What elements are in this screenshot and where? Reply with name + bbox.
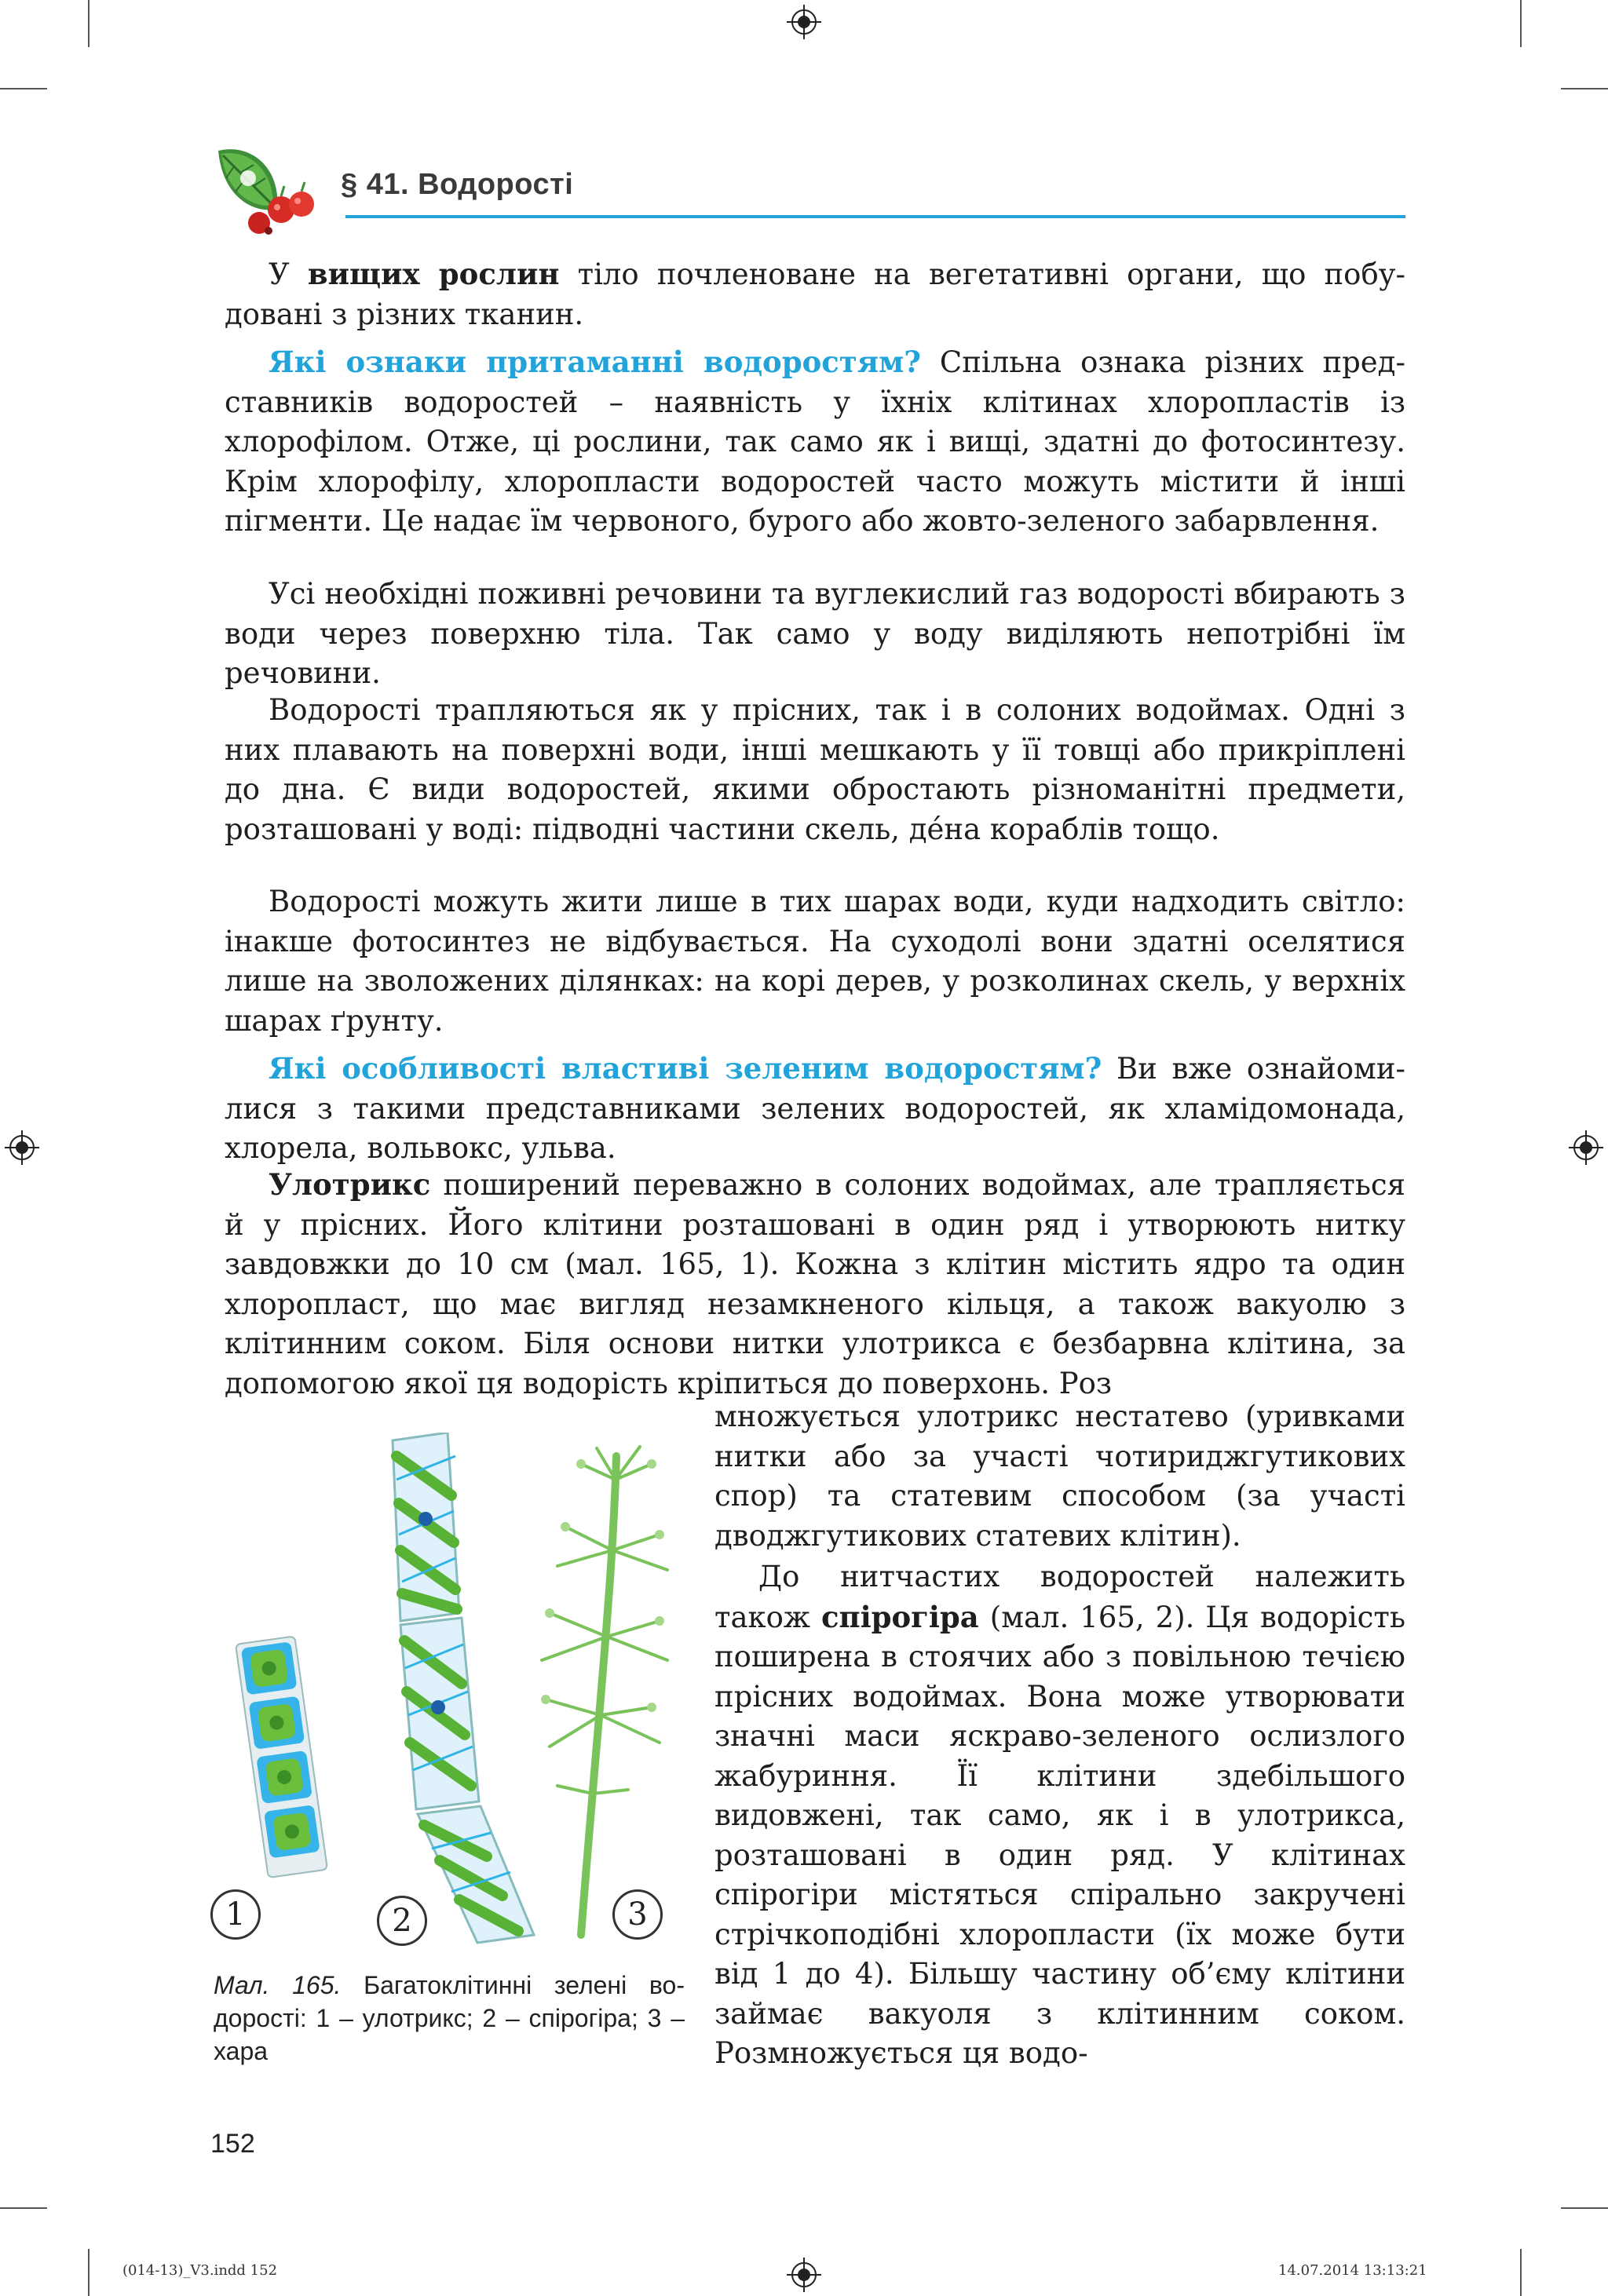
paragraph-algae-features [225, 342, 1405, 542]
term-higher-plants: вищих рослин [307, 257, 560, 291]
spirogyra-drawing [393, 1433, 534, 1943]
paragraph-text: До нитчастих водоростей належить також [714, 1560, 1405, 1634]
paragraph-nutrition: Усі необхідні поживні речовини та вуглекислий газ водорості вбирають з води через поверхню тіла. Так само у воду виділяють непотрібні їм речовини. [225, 577, 1405, 690]
question-heading: Які особливості властиві зеленим водоростям? [269, 1051, 1102, 1086]
paragraph-text: тіло почленоване на вегетативні органи, що побудовані з різних тканин. [225, 257, 1406, 331]
registration-mark-icon [5, 1130, 39, 1165]
crop-mark [1520, 0, 1522, 47]
paragraph-text: поширений переважно в солоних водоймах, але трапляється й у прісних. Його клітини розташовані в один ряд і утворюють нитку завдовжки до 10 см (мал. 165, 1). Кожна з клітин містить ядро та один хлоропласт, що має вигляд незамкненого кільця, а також вакуолю з клітинним соком. Біля основи нитки улотрикса є безбарвна клітина, за допомогою якої ця водорість кріпиться до поверхонь. Роз [225, 1168, 1405, 1400]
term-spirogyra: спірогіра [820, 1599, 979, 1634]
footer-file-name: (014-13)_V3.indd 152 [122, 2262, 278, 2279]
paragraph-text: (мал. 165, 2). Ця водорість поширена в стоячих або з повільною течією прісних водоймах. Вона може утворювати значні маси яскраво-зеленого ослизлого жабуриння. Її клітини здебільшого видовжені, так само, як і в улотрикса, розташовані в один ряд. У клітинах спірогіри містяться спірально закручені стрічкоподібні хлоропласти (їх може бути від 1 до 4). Більшу частину об’єму клітини займає вакуоля з клітинним соком. Розмножується ця водо- [714, 1600, 1406, 2070]
paragraph-text: Ви вже ознайомилися з такими представниками зелених водоростей, як хламідомонада, хлорела, вольвокс, ульва. [225, 1052, 1405, 1165]
crop-mark [1561, 88, 1608, 89]
algae-illustration [188, 1433, 691, 1951]
crop-mark [1520, 2249, 1522, 2296]
leaf-berries-icon [203, 135, 320, 245]
figure-caption [214, 1969, 685, 2068]
paragraph-higher-plants [225, 254, 1405, 334]
crop-mark [88, 0, 90, 47]
question-heading: Які ознаки притаманні водоростям? [269, 345, 921, 379]
ulothrix-drawing [236, 1636, 327, 1878]
page-number: 152 [210, 2129, 255, 2159]
figure-label-2: 2 [377, 1896, 427, 1946]
figure-label-1: 1 [210, 1889, 261, 1940]
paragraph-ulothrix [225, 1165, 1405, 1404]
algae-drawing [188, 1433, 691, 1951]
paragraph-green-algae [225, 1049, 1405, 1169]
paragraph-ulothrix-continued: множується улотрикс нестатево (уривками нитки або за участі чотириджгутикових спор) та статевим способом (за участі дводжгутикових статевих клітин). [714, 1400, 1405, 1553]
paragraph-text: У [269, 257, 308, 291]
paragraph-spirogyra [714, 1557, 1405, 2074]
crop-mark [0, 2207, 47, 2209]
registration-mark-icon [1569, 1130, 1603, 1165]
section-title: § 41. Водорості [341, 168, 574, 201]
header-rule [345, 215, 1405, 218]
term-ulothrix: Улотрикс [269, 1167, 431, 1202]
caption-text: Багатоклітинні зелені водорості: 1 – улотрикс; 2 – спірогіра; 3 – хара [214, 1971, 685, 2065]
caption-label: Мал. 165. [214, 1971, 342, 1999]
registration-mark-icon [787, 5, 821, 39]
crop-mark [88, 2249, 90, 2296]
chara-drawing [541, 1447, 667, 1935]
footer-timestamp: 14.07.2014 13:13:21 [1278, 2262, 1427, 2279]
paragraph-text: Спільна ознака різних представників водоростей – наявність у їхніх клітинах хлоропластів із хлорофілом. Отже, ці рослини, так само як і вищі, здатні до фотосинтезу. Крім хлорофілу, хлоропласти водоростей часто можуть містити й інші пігменти. Це надає їм червоного, бурого або жовто-зеленого забарвлення. [225, 345, 1405, 538]
figure-label-3: 3 [612, 1889, 663, 1940]
paragraph-habitat: Водорості трапляються як у прісних, так і в солоних водоймах. Одні з них плавають на поверхні води, інші мешкають у її товщі або прикріплені до дна. Є види водоростей, якими обростають різноманітні предмети, розташовані у воді: підводні частини скель, де́на кораблів тощо. [225, 693, 1405, 846]
crop-mark [1561, 2207, 1608, 2209]
paragraph-light: Водорості можуть жити лише в тих шарах води, куди надходить світло: інакше фотосинтез не відбувається. На суходолі вони здатні оселятися лише на зволожених ділянках: на корі дерев, у розколинах скель, у верхніх шарах ґрунту. [225, 885, 1405, 1038]
crop-mark [0, 88, 47, 89]
registration-mark-icon [787, 2258, 821, 2292]
